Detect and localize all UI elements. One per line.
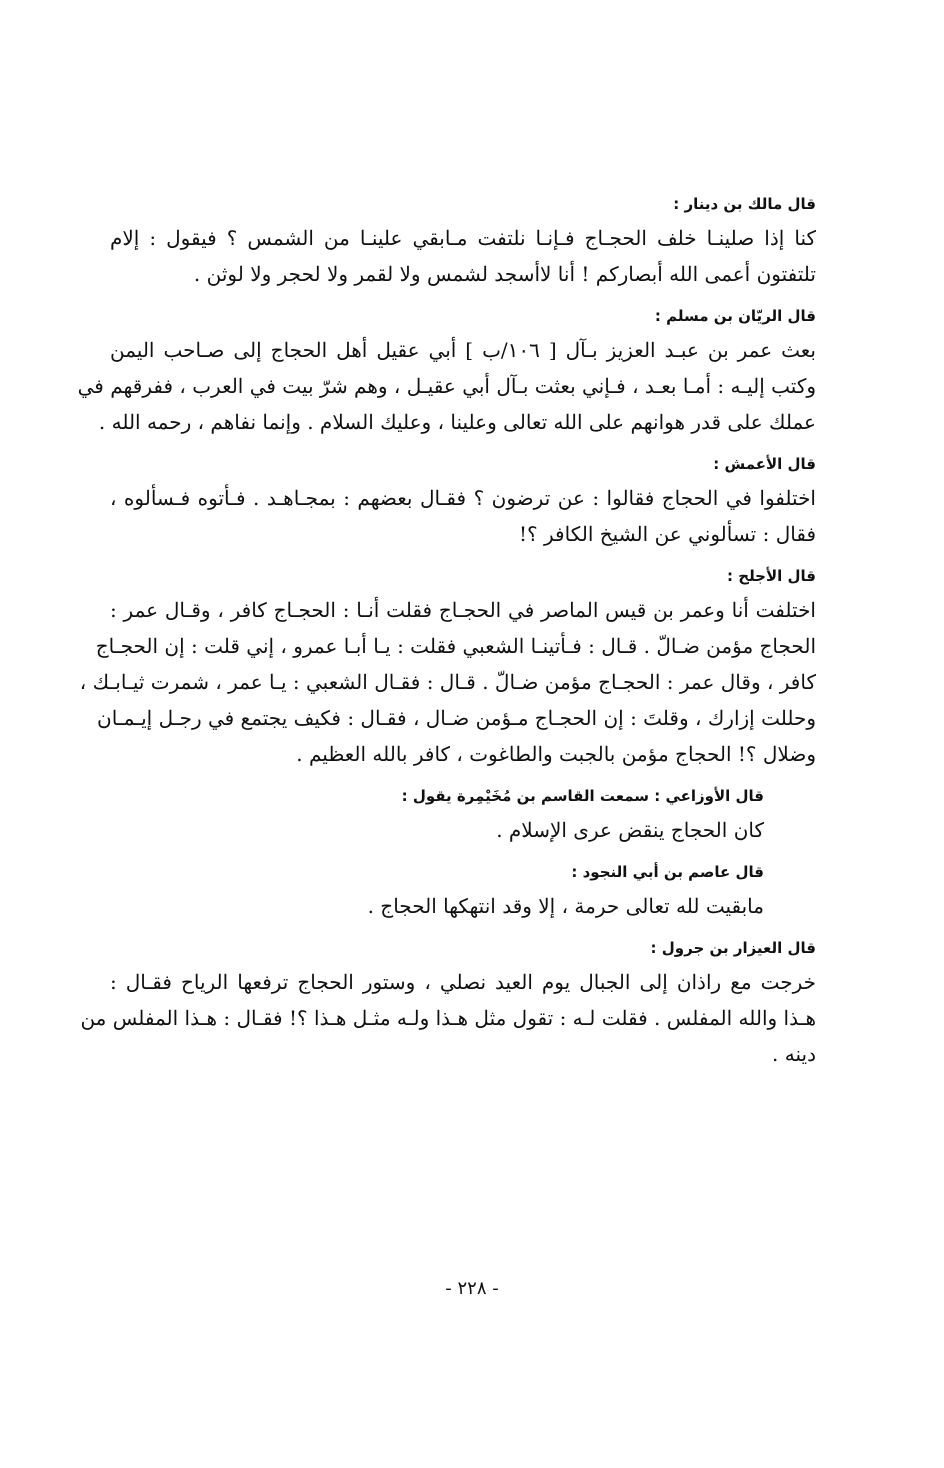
section-awzai <box>110 786 764 848</box>
section-ayzar <box>80 938 816 1072</box>
text-line: خرجت مع راذان إلى الجبال يوم العيد نصلي ، وستور الحجاج ترفعها الرياح فقـال : <box>110 970 816 994</box>
page-body <box>77 190 817 1086</box>
text-line: كافر ، وقال عمر : الحجـاج مؤمن ضـالّ . قـال : فقـال الشعبي : يـا عمر ، شمرت ثيـابـك ، <box>79 670 816 694</box>
section-heading: قال مالك بن دينار : <box>673 195 816 213</box>
text-line: دينه . <box>772 1042 816 1066</box>
text-line: الحجاج مؤمن ضـالّ . قـال : فـأتينـا الشعبي فقلت : يـا أبـا عمرو ، إني قلت : إن الحجـاج <box>95 634 816 658</box>
section-rayyan <box>77 306 817 440</box>
text-line: فقال : تسألوني عن الشيخ الكافر ؟! <box>519 522 816 546</box>
text-line: وضلال ؟! الحجاج مؤمن بالجبت والطاغوت ، كافر بالله العظيم . <box>296 742 816 766</box>
section-malik <box>110 194 816 292</box>
section-heading: قال عاصم بن أبي النجود : <box>571 863 764 881</box>
text-line: كنا إذا صلينـا خلف الحجـاج فـإنـا نلتفت مـابقي علينـا من الشمس ؟ فيقول : إلام <box>110 226 816 250</box>
text-line: اختلفوا في الحجاج فقالوا : عن ترضون ؟ فقـال بعضهم : بمجـاهـد . فـأتوه فـسألوه ، <box>110 486 816 510</box>
section-asim <box>110 862 764 924</box>
text-line: كان الحجاج ينقض عرى الإسلام . <box>496 818 764 842</box>
text-line: عملك على قدر هوانهم على الله تعالى وعلينا ، وعليك السلام . وإنما نفاهم ، رحمه الله . <box>98 410 816 434</box>
section-heading: قال الأجلح : <box>727 567 816 585</box>
text-line: مابقيت لله تعالى حرمة ، إلا وقد انتهكها الحجاج . <box>367 894 764 918</box>
section-heading: قال الريّان بن مسلم : <box>654 307 816 325</box>
section-amash <box>110 454 816 552</box>
text-line: وحللت إزارك ، وقلتَ : إن الحجـاج مـؤمن ضـال ، فقـال : فكيف يجتمع في رجـل إيـمـان <box>97 706 816 730</box>
text-line: بعث عمر بن عبـد العزيز بـآل [ ١٠٦/ب ] أبي عقيل أهل الحجاج إلى صـاحب اليمن <box>110 338 817 362</box>
section-ajlah <box>79 566 816 772</box>
page-number: - ٢٢٨ - <box>445 1278 499 1299</box>
text-line: وكتب إليـه : أمـا بعـد ، فـإني بعثت بـآل أبي عقيـل ، وهم شرّ بيت في العرب ، ففرقهم في <box>77 374 816 398</box>
text-line: اختلفت أنا وعمر بن قيس الماصر في الحجـاج فقلت أنـا : الحجـاج كافر ، وقـال عمر : <box>110 598 816 622</box>
section-heading: قال العيزار بن جرول : <box>650 939 816 957</box>
text-line: هـذا والله المفلس . فقلت لـه : تقول مثل هـذا ولـه مثـل هـذا ؟! فقـال : هـذا المفلس من <box>80 1006 816 1030</box>
section-heading: قال الأوزاعي : سمعت القاسم بن مُخَيْمِرة يقول : <box>401 787 764 805</box>
text-line: تلتفتون أعمى الله أبصاركم ! أنا لاأسجد لشمس ولا لقمر ولا لحجر ولا لوثن . <box>193 262 816 286</box>
section-heading: قال الأعمش : <box>713 455 816 473</box>
